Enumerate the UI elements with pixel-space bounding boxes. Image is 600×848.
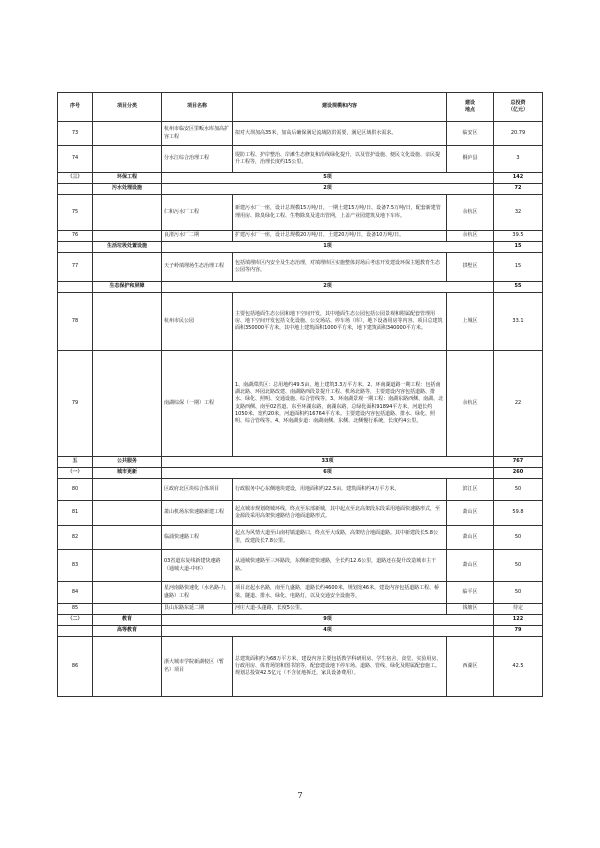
row-content: 起点为风情大道至山南村镇道路口，终点至大成路，高架结合地面道路。其中新建段长5.8公里，改建段长7.8公里。 (233, 526, 447, 550)
row-location: 余杭区 (447, 195, 494, 231)
row-seq: 77 (58, 253, 93, 282)
row-investment: 50 (494, 479, 543, 501)
subsection-count: 4项 (162, 626, 494, 637)
section-count: 9项 (162, 615, 494, 626)
row-investment: 待定 (494, 604, 543, 615)
project-table (57, 92, 543, 697)
row-category (93, 501, 162, 526)
row-content: 新建污水厂一座，设计总规模15万吨/日，一期土建15万吨/日、设备7.5万吨/日，配套新建管理用房、除臭绿化工程、生物除臭及进出管网，上盖产业园建筑及地下车库。 (233, 195, 447, 231)
section-seq: 五 (58, 457, 93, 468)
section-investment: 767 (494, 457, 543, 468)
table-row (58, 122, 543, 146)
row-content: 扩建污水厂一座，设计总规模20万吨/日，土建20万吨/日，设备10万吨/日。 (233, 231, 447, 242)
table-row (58, 550, 543, 582)
table-row (58, 293, 543, 351)
row-seq: 74 (58, 146, 93, 173)
section-row (58, 457, 543, 468)
subsection-category: 污水处理设施 (93, 184, 162, 195)
row-seq: 85 (58, 604, 93, 615)
row-category (93, 526, 162, 550)
table-row (58, 146, 543, 173)
section-category: 城市更新 (93, 468, 162, 479)
row-project-name: 良渚污水厂二期 (162, 231, 233, 242)
row-project-name: 分水江综合治理工程 (162, 146, 233, 173)
row-investment: 20.79 (494, 122, 543, 146)
row-content: 堤防工程、护岸整治、岸滩生态修复和沿线绿化提升，以及管护设施、便民文化设施、亲民提升工程等，治理长度约15公里。 (233, 146, 447, 173)
row-investment: 33.1 (494, 293, 543, 351)
table-row (58, 501, 543, 526)
table-header-row (58, 93, 543, 122)
table-row (58, 195, 543, 231)
row-investment: 39.5 (494, 231, 543, 242)
row-project-name: 萧山机场东快速路新建工程 (162, 501, 233, 526)
subsection-seq (58, 282, 93, 293)
row-category (93, 122, 162, 146)
row-seq: 86 (58, 637, 93, 697)
section-seq: （三） (58, 173, 93, 184)
row-seq: 81 (58, 501, 93, 526)
subsection-category: 高等教育 (93, 626, 162, 637)
row-investment: 50 (494, 582, 543, 604)
table-row (58, 479, 543, 501)
header-location: 建设 地点 (447, 93, 494, 122)
row-category (93, 550, 162, 582)
subsection-investment: 55 (494, 282, 543, 293)
section-count: 6项 (162, 468, 494, 479)
row-content: 1、南湖滞洪区：总用地约49.5亩，地上建筑3.3万平方米。2、环南湖道路一期工程：包括南湖北路、环园北路改建、南湖路西段景提升工程、机场北路等，主要建设内容包括道路、排水、绿化、照明、交通设施、综合管线等。3、环南湖景观一期工程：南湖东路西侧、南湖、北支路西侧、南至02省道、东至环湖东路，南湖东路，总绿化面积91894平方米，河道长约1050米、宽约20米，河道面积约16764平方米。主要建设内容包括道路、排水、绿化、照明、综合管线等。4、环南湖步道：南湖南侧、东侧、北侧慢行系统，长度约4公里。 (233, 351, 447, 457)
row-category (93, 479, 162, 501)
row-content: 起点城市规划绕城环线，终点至东部新城，其中起点至北高架段东段采用地面快速路形式，至金源段采用高架快速路结合地面道路形式。 (233, 501, 447, 526)
header-seq: 序号 (58, 93, 93, 122)
section-row (58, 615, 543, 626)
table-row (58, 526, 543, 550)
subsection-investment: 15 (494, 242, 543, 253)
row-project-name: 天子岭填埋场生态治理工程 (162, 253, 233, 282)
subsection-category: 生活垃圾处置设施 (93, 242, 162, 253)
section-row (58, 242, 543, 253)
row-location: 滨江区 (447, 479, 494, 501)
section-category: 教育 (93, 615, 162, 626)
section-investment: 122 (494, 615, 543, 626)
row-content: 河庄大道-头蓬路，长度5公里。 (233, 604, 447, 615)
row-content: 拟对大坝加高35米，加高后确保满足流域防洪需要，满足区域供水需求。 (233, 122, 447, 146)
header-investment: 总投资 （亿元） (494, 93, 543, 122)
row-project-name: 临浦快速路工程 (162, 526, 233, 550)
section-seq: （一） (58, 468, 93, 479)
row-project-name: 星河南路快速化（水名路-九盛路）工程 (162, 582, 233, 604)
row-content: 主要包括地面生态公园和地下空间开发，其中地面生态公园包括公园景观和附属配套管理用房、地下空间开发包括文化设施、公交场站、停车场（库），地下设备用房等内容。项目总建筑面积350000平方米，其中地上建筑面积1000平方米，地下建筑面积340000平方米。 (233, 293, 447, 351)
table-row (58, 604, 543, 615)
table-row (58, 582, 543, 604)
row-location: 西湖区 (447, 637, 494, 697)
row-investment: 3 (494, 146, 543, 173)
row-project-name: 仁和污水厂工程 (162, 195, 233, 231)
row-project-name: 南湖综保（一期）工程 (162, 351, 233, 457)
section-row (58, 468, 543, 479)
row-project-name: 区政府北区块综合体项目 (162, 479, 233, 501)
row-location: 上城区 (447, 293, 494, 351)
header-name: 项目名称 (162, 93, 233, 122)
row-location: 余杭区 (447, 351, 494, 457)
row-category (93, 637, 162, 697)
row-category (93, 351, 162, 457)
subsection-count: 1项 (162, 242, 494, 253)
section-investment: 260 (494, 468, 543, 479)
subsection-category: 生态保护和屏障 (93, 282, 162, 293)
row-investment: 50 (494, 550, 543, 582)
row-seq: 84 (58, 582, 93, 604)
row-seq: 79 (58, 351, 93, 457)
row-content: 包括填埋库区内安全及生态治理，对填埋库区实施整体封场后考虑开发建设环保主题教育生态公园等内容。 (233, 253, 447, 282)
row-seq: 83 (58, 550, 93, 582)
subsection-investment: 72 (494, 184, 543, 195)
row-investment: 32 (494, 195, 543, 231)
row-investment: 50 (494, 526, 543, 550)
row-location: 萧山区 (447, 501, 494, 526)
table-row (58, 351, 543, 457)
subsection-investment: 79 (494, 626, 543, 637)
section-seq: （二） (58, 615, 93, 626)
row-seq: 82 (58, 526, 93, 550)
row-category (93, 604, 162, 615)
row-location: 拱墅区 (447, 253, 494, 282)
row-location: 钱塘区 (447, 604, 494, 615)
page-number: 7 (297, 791, 303, 800)
row-location: 萧山区 (447, 526, 494, 550)
row-investment: 42.5 (494, 637, 543, 697)
subsection-seq (58, 626, 93, 637)
row-location: 萧山区 (447, 550, 494, 582)
subsection-seq (58, 242, 93, 253)
header-content: 建设规模和内容 (233, 93, 447, 122)
row-category (93, 146, 162, 173)
section-row (58, 282, 543, 293)
table-row (58, 253, 543, 282)
section-count: 33项 (162, 457, 494, 468)
row-seq: 78 (58, 293, 93, 351)
section-investment: 142 (494, 173, 543, 184)
row-seq: 76 (58, 231, 93, 242)
row-investment: 59.8 (494, 501, 543, 526)
row-location: 临平区 (447, 582, 494, 604)
row-content: 项目北起水名路，南至九盛路，道路长约4600米，规划宽46米，建设内容包括道路工程、桥梁、隧道、排水、绿化、电路灯，以及交通安全设施等。 (233, 582, 447, 604)
row-investment: 22 (494, 351, 543, 457)
header-category: 项目分类 (93, 93, 162, 122)
row-seq: 73 (58, 122, 93, 146)
row-category (93, 195, 162, 231)
subsection-count: 2项 (162, 184, 494, 195)
row-location: 临安区 (447, 122, 494, 146)
section-row (58, 184, 543, 195)
row-investment: 15 (494, 253, 543, 282)
row-seq: 75 (58, 195, 93, 231)
section-category: 公共服务 (93, 457, 162, 468)
row-seq: 80 (58, 479, 93, 501)
row-category (93, 293, 162, 351)
row-project-name: 艮山东路东延二期 (162, 604, 233, 615)
subsection-count: 2项 (162, 282, 494, 293)
subsection-seq (58, 184, 93, 195)
table-row (58, 231, 543, 242)
row-project-name: 03省道东复线新建快速路（通城大道-中环） (162, 550, 233, 582)
row-project-name: 杭州市民公园 (162, 293, 233, 351)
row-project-name: 杭州市临安区里畈水库加高扩容工程 (162, 122, 233, 146)
row-location: 桐庐县 (447, 146, 494, 173)
row-category (93, 582, 162, 604)
row-content: 行政服务中心东侧地块建设，用地面积约22.5亩，建筑面积约4万平方米。 (233, 479, 447, 501)
section-row (58, 626, 543, 637)
row-content: 总建筑面积约为68万平方米，建设内容主要包括教学科研用房、学生宿舍、食堂、实验用房、行政用房、体育场馆和图书馆等，配套建设地下停车场、道路、管线、绿化及附属配套施工。规划总投资42.5亿元（不含征地拆迁，家具设备费用）。 (233, 637, 447, 697)
row-location: 余杭区 (447, 231, 494, 242)
section-count: 5项 (162, 173, 494, 184)
section-row (58, 173, 543, 184)
row-category (93, 253, 162, 282)
row-project-name: 浙大城市学院新湖校区（暂名）项目 (162, 637, 233, 697)
section-category: 环保工程 (93, 173, 162, 184)
row-content: 从通城快速路至三环路段，东侧新建快速路，全长约12.6公里，道路还在提升改造城市主干路。 (233, 550, 447, 582)
table-row (58, 637, 543, 697)
row-category (93, 231, 162, 242)
